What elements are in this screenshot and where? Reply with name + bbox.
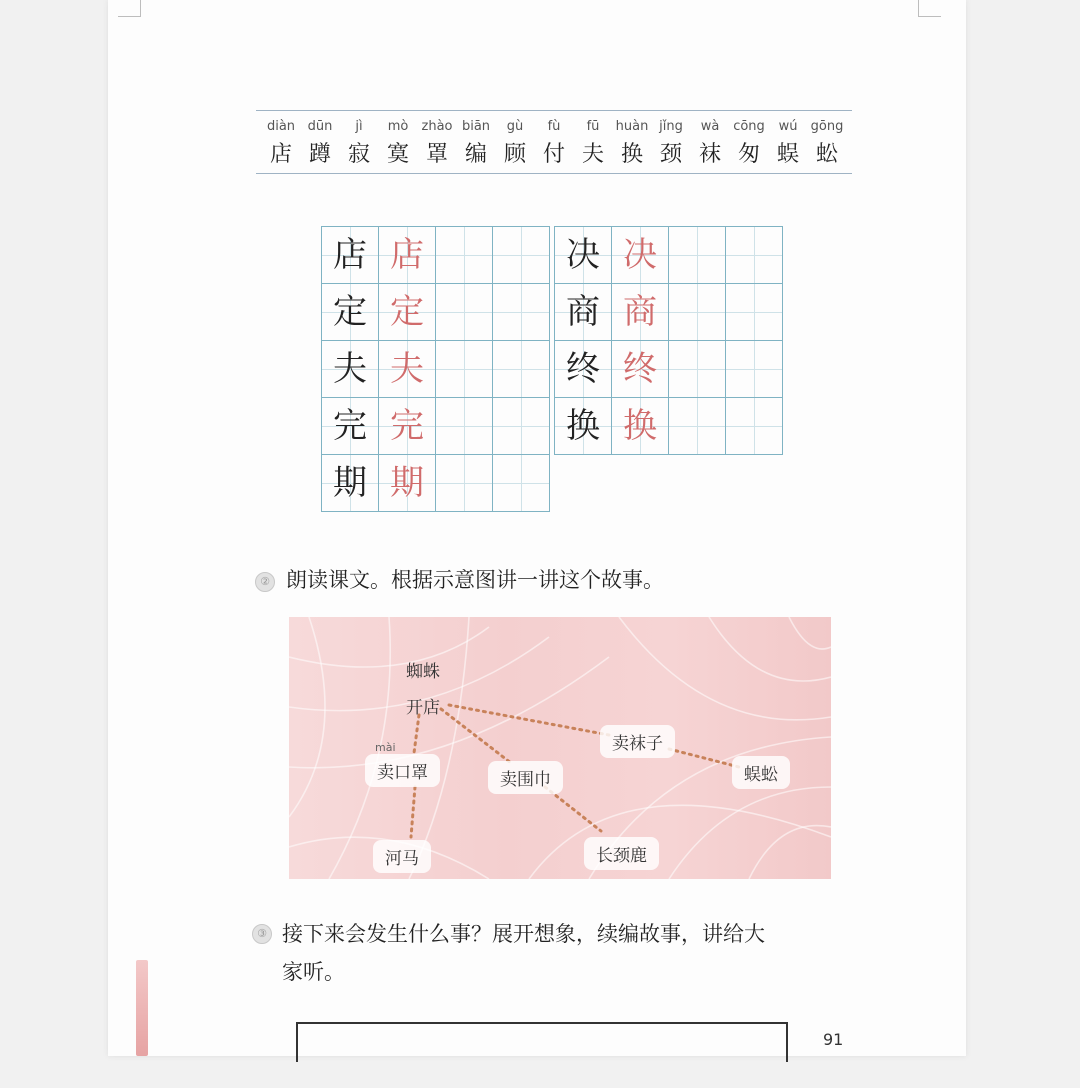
node-giraffe: 长颈鹿 — [584, 837, 659, 870]
model-char-cell — [555, 284, 612, 341]
trace-char-cell — [379, 284, 436, 341]
node-spider: 蜘蛛 — [406, 662, 440, 682]
hanzi: 寞 — [386, 142, 409, 167]
model-char: 决 — [566, 235, 600, 275]
writing-grid-left — [321, 226, 550, 512]
model-char: 商 — [566, 292, 600, 332]
practice-cell[interactable] — [726, 227, 783, 284]
practice-cell[interactable] — [726, 398, 783, 455]
practice-cell[interactable] — [726, 341, 783, 398]
trace-char-cell — [612, 398, 669, 455]
practice-cell[interactable] — [493, 455, 550, 512]
hanzi: 蜈 — [776, 142, 799, 167]
hanzi: 寂 — [347, 142, 370, 167]
vocab-item — [574, 111, 612, 173]
grid-row — [555, 227, 783, 284]
hanzi: 袜 — [698, 142, 721, 167]
grid-row — [322, 455, 550, 512]
page-edge-tab — [136, 960, 148, 1056]
model-char-cell — [555, 341, 612, 398]
hanzi: 蚣 — [815, 142, 838, 167]
model-char: 店 — [333, 235, 367, 275]
pinyin: dūn — [307, 119, 333, 134]
trace-char-cell — [612, 284, 669, 341]
hanzi: 蹲 — [308, 142, 331, 167]
vocab-item — [262, 111, 300, 173]
model-char-cell — [322, 455, 379, 512]
trace-char: 决 — [623, 235, 657, 275]
grid-row — [555, 398, 783, 455]
hanzi: 顾 — [503, 142, 526, 167]
task-instruction-line1: 接下来会发生什么事？展开想象，续编故事，讲给大 — [282, 922, 765, 946]
node-sell-scarf: 卖围巾 — [488, 761, 563, 794]
hanzi: 匆 — [737, 142, 760, 167]
hanzi: 夫 — [581, 142, 604, 167]
page-number: 91 — [823, 1030, 844, 1049]
next-section-box — [296, 1022, 788, 1062]
trace-char: 期 — [390, 463, 424, 503]
model-char-cell — [322, 341, 379, 398]
pinyin: cōng — [733, 119, 765, 134]
model-char-cell — [555, 227, 612, 284]
vocab-item — [808, 111, 846, 173]
practice-cell[interactable] — [669, 227, 726, 284]
trace-char: 完 — [390, 406, 424, 446]
practice-cell[interactable] — [436, 284, 493, 341]
trace-char-cell — [379, 341, 436, 398]
pinyin: biān — [461, 119, 491, 134]
trace-char: 商 — [623, 292, 657, 332]
practice-cell[interactable] — [436, 341, 493, 398]
trace-char-cell — [612, 341, 669, 398]
practice-cell[interactable] — [436, 227, 493, 284]
vocab-item — [301, 111, 339, 173]
practice-cell[interactable] — [726, 284, 783, 341]
vocab-item — [691, 111, 729, 173]
hanzi: 付 — [542, 142, 565, 167]
pinyin: huàn — [615, 119, 649, 134]
task-instruction-line2: 家听。 — [282, 960, 345, 984]
practice-cell[interactable] — [436, 455, 493, 512]
crop-mark-top-left — [118, 0, 141, 17]
trace-char: 换 — [623, 406, 657, 446]
vocab-item — [340, 111, 378, 173]
pinyin-mai: mài — [375, 741, 396, 754]
pinyin: jǐng — [659, 119, 683, 134]
spider-web-background — [289, 617, 831, 879]
vocab-item — [652, 111, 690, 173]
trace-char-cell — [379, 455, 436, 512]
pinyin: fù — [547, 119, 561, 134]
pinyin: jì — [355, 119, 363, 134]
node-hippo: 河马 — [373, 840, 431, 873]
task-instruction: 朗读课文。根据示意图讲一讲这个故事。 — [286, 568, 664, 592]
task-number-badge: ② — [255, 572, 275, 592]
node-open-shop: 开店 — [406, 698, 440, 718]
model-char-cell — [322, 227, 379, 284]
trace-char: 夫 — [390, 349, 424, 389]
vocab-item — [418, 111, 456, 173]
writing-grid-right — [554, 226, 783, 455]
practice-cell[interactable] — [493, 341, 550, 398]
crop-mark-top-right — [918, 0, 941, 17]
practice-cell[interactable] — [436, 398, 493, 455]
pinyin: mò — [387, 119, 409, 134]
vocab-item — [535, 111, 573, 173]
model-char: 终 — [566, 349, 600, 389]
model-char: 换 — [566, 406, 600, 446]
model-char: 期 — [333, 463, 367, 503]
hanzi: 店 — [269, 142, 292, 167]
hanzi: 颈 — [659, 142, 682, 167]
trace-char-cell — [612, 227, 669, 284]
trace-char: 店 — [390, 235, 424, 275]
grid-row — [322, 227, 550, 284]
model-char: 夫 — [333, 349, 367, 389]
pinyin: wú — [778, 119, 798, 134]
hanzi: 罩 — [425, 142, 448, 167]
practice-cell[interactable] — [669, 284, 726, 341]
node-sell-mask: 卖口罩 — [365, 754, 440, 787]
task-number-badge: ③ — [252, 924, 272, 944]
practice-cell[interactable] — [669, 341, 726, 398]
hanzi: 编 — [464, 142, 487, 167]
hanzi: 换 — [620, 142, 643, 167]
story-diagram — [289, 617, 831, 879]
vocab-item — [496, 111, 534, 173]
model-char: 完 — [333, 406, 367, 446]
practice-cell[interactable] — [669, 398, 726, 455]
model-char-cell — [322, 284, 379, 341]
vocab-item — [730, 111, 768, 173]
vocab-item — [769, 111, 807, 173]
node-sell-socks: 卖袜子 — [600, 725, 675, 758]
practice-cell[interactable] — [493, 284, 550, 341]
trace-char-cell — [379, 398, 436, 455]
node-centipede: 蜈蚣 — [732, 756, 790, 789]
pinyin: diàn — [266, 119, 296, 134]
pinyin: gù — [506, 119, 524, 134]
grid-row — [555, 341, 783, 398]
model-char-cell — [555, 398, 612, 455]
vocab-item — [457, 111, 495, 173]
pinyin: wà — [700, 119, 720, 134]
practice-cell[interactable] — [493, 398, 550, 455]
vocabulary-pinyin-bar — [256, 110, 852, 174]
pinyin: zhào — [421, 119, 453, 134]
trace-char: 定 — [390, 292, 424, 332]
pinyin: gōng — [810, 119, 844, 134]
grid-row — [322, 398, 550, 455]
vocab-item — [613, 111, 651, 173]
pinyin: fū — [586, 119, 600, 134]
grid-row — [322, 341, 550, 398]
trace-char: 终 — [623, 349, 657, 389]
vocab-item — [379, 111, 417, 173]
model-char-cell — [322, 398, 379, 455]
practice-cell[interactable] — [493, 227, 550, 284]
grid-row — [322, 284, 550, 341]
grid-row — [555, 284, 783, 341]
model-char: 定 — [333, 292, 367, 332]
trace-char-cell — [379, 227, 436, 284]
